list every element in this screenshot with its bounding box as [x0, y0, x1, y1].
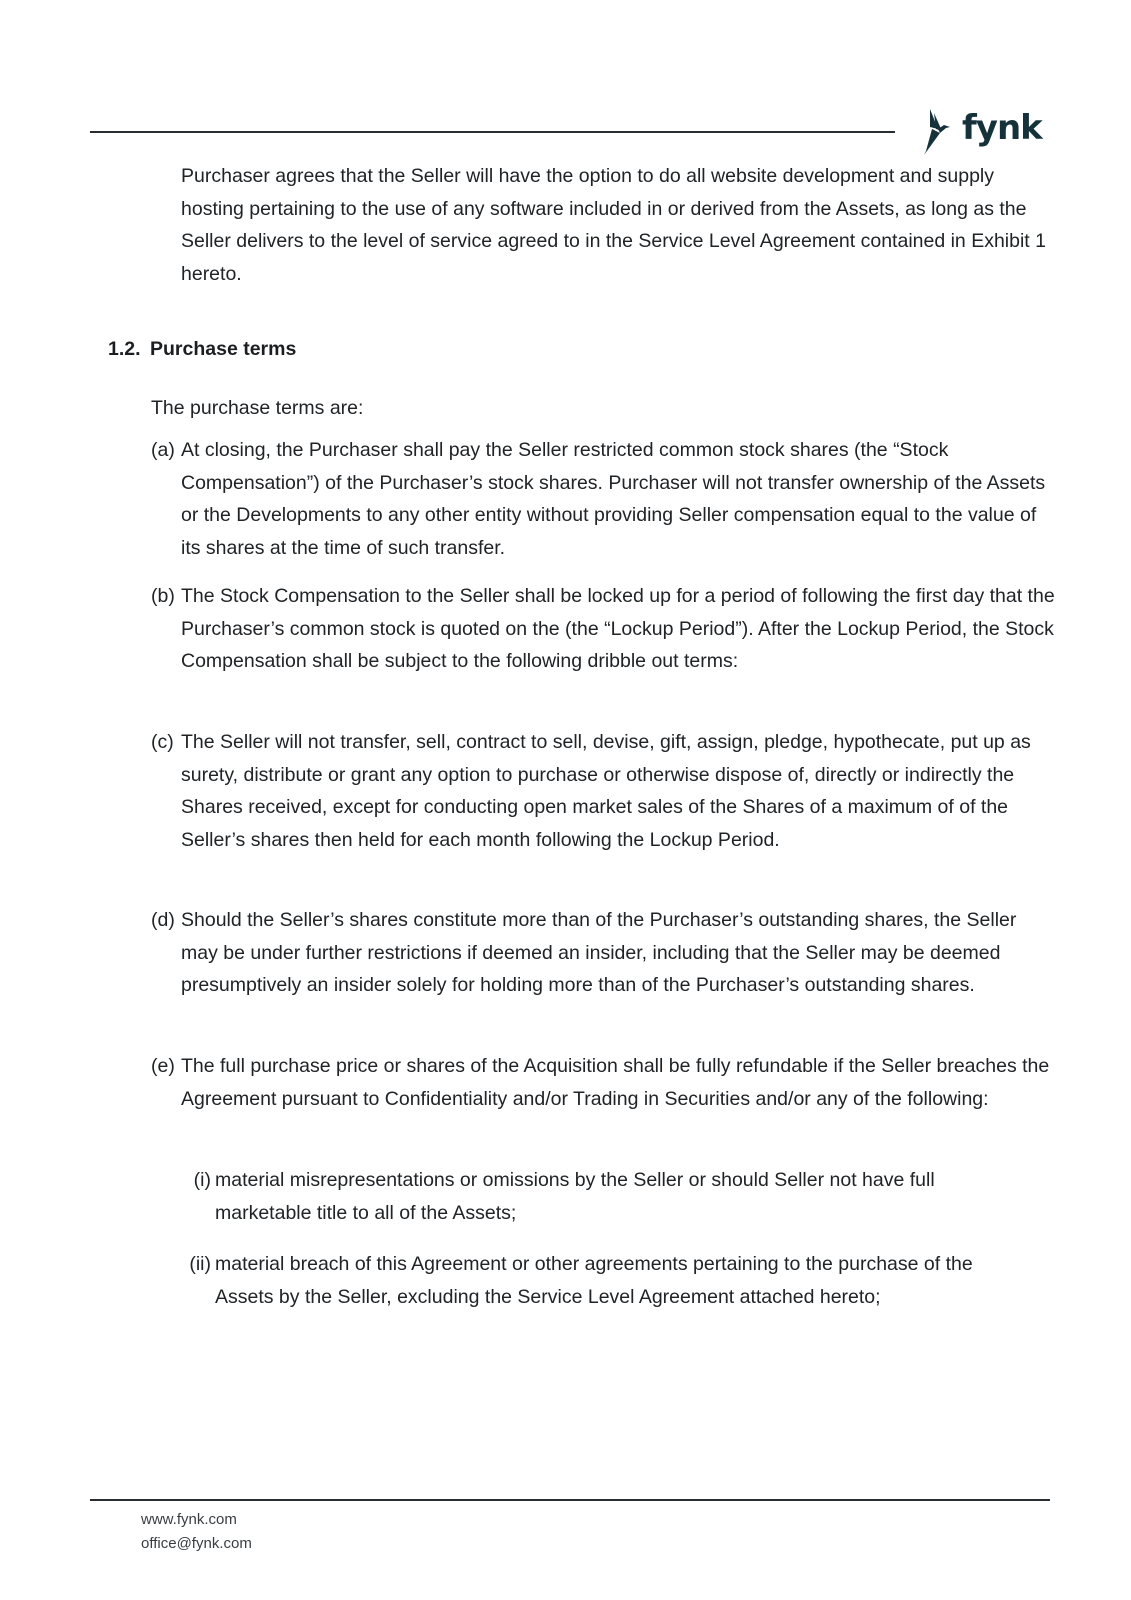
- list-marker: (b): [151, 585, 175, 607]
- sub-list-marker: (ii): [189, 1253, 211, 1275]
- section-number: 1.2.: [108, 338, 141, 360]
- sub-list-item-text: material breach of this Agreement or other agreements pertaining to the purchase of the Assets by the Seller, excluding the Service Level Agreement attached hereto;: [215, 1253, 973, 1308]
- sub-list-item: [181, 1248, 1031, 1313]
- list-item-text: At closing, the Purchaser shall pay the Seller restricted common stock shares (the “Stock Compensation”) of the Purchaser’s stock shares. Purchaser will not transfer ownership of the Assets or the Developments to any other entity without providing Seller compensation equal to the value of its shares at the time of such transfer.: [181, 439, 1046, 559]
- footer-divider: [90, 1499, 1050, 1501]
- intro-paragraph: Purchaser agrees that the Seller will have the option to do all website development and supply hosting pertaining to the use of any software included in or derived from the Assets, as long as the Seller delivers to the level of service agreed to in the Service Level Agreement contained in Exhibit 1 hereto.: [181, 165, 1046, 285]
- list-marker: (c): [151, 731, 174, 753]
- section-title: Purchase terms: [150, 338, 297, 360]
- footer-email[interactable]: office@fynk.com: [141, 1535, 252, 1552]
- sub-list-marker: (i): [193, 1169, 211, 1191]
- fynk-logo: [920, 104, 1042, 160]
- logo-wordmark: fynk: [962, 108, 1042, 148]
- list-item: [151, 904, 1056, 1002]
- footer-website[interactable]: www.fynk.com: [141, 1511, 237, 1528]
- list-marker: (e): [151, 1055, 175, 1077]
- list-item-text: The Stock Compensation to the Seller shall be locked up for a period of following the first day that the Purchaser’s common stock is quoted on the (the “Lockup Period”). After the Lockup Period, the Stock Compensation shall be subject to the following dribble out terms:: [181, 585, 1055, 672]
- list-item: [151, 580, 1056, 678]
- footer: [141, 1508, 252, 1556]
- list-item: [151, 434, 1056, 564]
- sub-list-item-text: material misrepresentations or omissions by the Seller or should Seller not have full marketable title to all of the Assets;: [215, 1169, 935, 1224]
- list-marker: (a): [151, 439, 175, 461]
- list-item: [151, 726, 1056, 856]
- section-heading: [108, 338, 296, 361]
- list-item-text: The full purchase price or shares of the Acquisition shall be fully refundable if the Seller breaches the Agreement pursuant to Confidentiality and/or Trading in Securities and/or any of the following:: [181, 1055, 1050, 1110]
- list-item-text: Should the Seller’s shares constitute more than of the Purchaser’s outstanding shares, the Seller may be under further restrictions if deemed an insider, including that the Seller may be deemed presumptively an insider solely for holding more than of the Purchaser’s outstanding shares.: [181, 909, 1017, 996]
- header-divider: [90, 131, 895, 133]
- list-item-text: The Seller will not transfer, sell, contract to sell, devise, gift, assign, pledge, hypothecate, put up as surety, distribute or grant any option to purchase or otherwise dispose of, directly or indirectly the Shares received, except for conducting open market sales of the Shares of a maximum of of the Seller’s shares then held for each month following the Lockup Period.: [181, 731, 1031, 851]
- list-item: [151, 1050, 1056, 1115]
- list-marker: (d): [151, 909, 175, 931]
- sub-list-item: [181, 1164, 1031, 1229]
- section-lead: The purchase terms are:: [151, 397, 364, 419]
- fynk-bird-icon: [920, 107, 954, 157]
